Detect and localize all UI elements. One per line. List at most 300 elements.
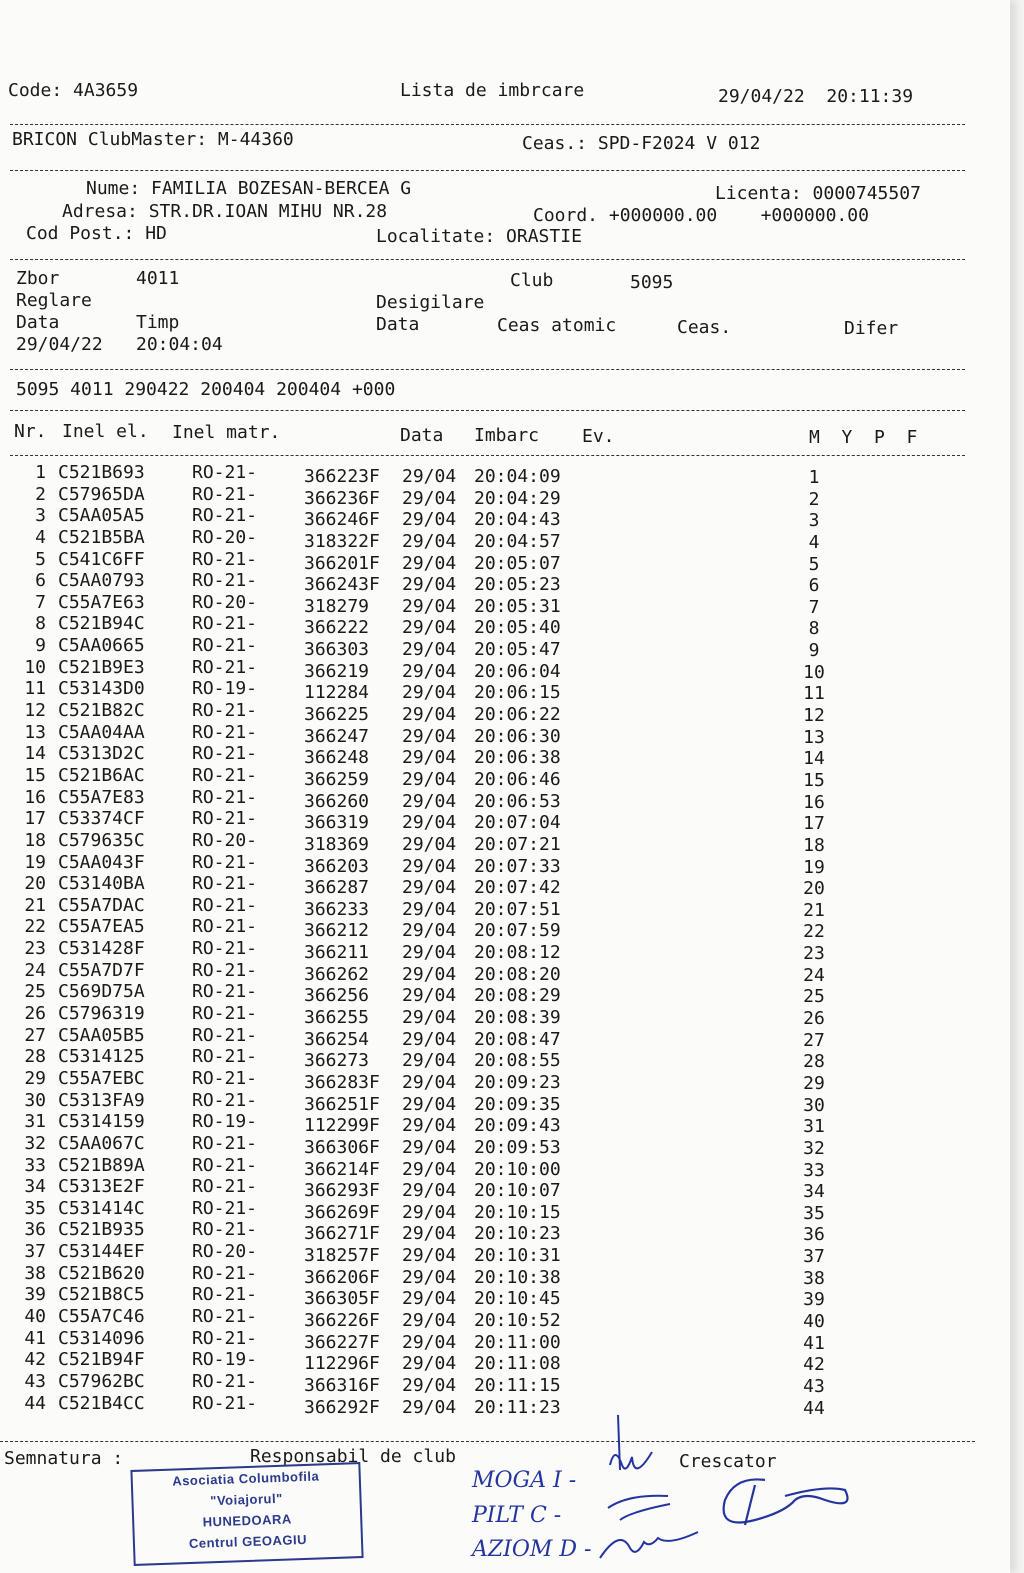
ring-region: RO-21- (192, 1327, 258, 1349)
ring-region: RO-21- (192, 981, 258, 1003)
col-header-data: Data (400, 425, 444, 446)
ring-number: 366305F (304, 1288, 380, 1310)
handwritten-name: MOGA I - (472, 1468, 577, 1493)
arrival-time: 20:06:38 (474, 747, 561, 769)
col-header-mypf: M Y P F (809, 427, 918, 448)
row-number: 14 (24, 743, 46, 765)
ring-number: 366206F (304, 1266, 380, 1288)
row-number: 21 (24, 894, 46, 916)
postal-code: Cod Post.: HD (26, 223, 167, 244)
ring-number: 366223F (304, 466, 380, 487)
ring-region: RO-20- (192, 829, 258, 851)
arrival-time: 20:09:35 (474, 1093, 561, 1115)
ring-number: 318257F (304, 1245, 380, 1267)
arrival-time: 20:10:45 (474, 1288, 561, 1310)
electronic-ring: C5AA067C (58, 1132, 145, 1154)
ring-region: RO-21- (192, 959, 258, 981)
electronic-ring: C5AA04AA (58, 721, 145, 743)
m-column: 42 (803, 1354, 825, 1376)
arrival-time: 20:07:42 (474, 877, 561, 899)
clubmaster-label: BRICON ClubMaster: M-44360 (12, 129, 294, 150)
arrival-date: 29/04 (402, 942, 457, 964)
divider (10, 369, 965, 370)
ring-region: RO-21- (192, 1284, 258, 1306)
row-number: 9 (35, 635, 46, 657)
ring-region: RO-21- (192, 1067, 258, 1089)
setting-date-label: Data (16, 312, 60, 333)
ring-number: 366236F (304, 487, 380, 509)
row-number: 30 (24, 1089, 46, 1111)
setting-time-label: Timp (136, 312, 180, 333)
m-column: 34 (803, 1181, 825, 1203)
ring-region: RO-21- (192, 635, 258, 657)
owner-address: Adresa: STR.DR.IOAN MIHU NR.28 (62, 201, 388, 222)
handwritten-signatures (580, 1410, 880, 1570)
m-column: 38 (803, 1267, 825, 1289)
ring-number: 366287 (304, 877, 370, 899)
arrival-time: 20:05:31 (474, 595, 561, 617)
arrival-date: 29/04 (402, 552, 457, 574)
electronic-ring: C521B620 (58, 1262, 145, 1284)
stamp-line: HUNEDOARA (202, 1511, 292, 1530)
electronic-ring: C53143D0 (58, 678, 145, 700)
row-number: 31 (24, 1111, 46, 1133)
divider (10, 410, 965, 411)
ring-region: RO-21- (192, 916, 258, 938)
row-number: 4 (35, 526, 46, 548)
difference-label: Difer (844, 318, 899, 339)
arrival-time: 20:10:07 (474, 1180, 561, 1202)
arrival-time: 20:09:53 (474, 1136, 561, 1158)
row-number: 16 (24, 786, 46, 808)
arrival-date: 29/04 (402, 509, 457, 531)
arrival-date: 29/04 (402, 487, 457, 509)
arrival-time: 20:07:21 (474, 833, 561, 855)
arrival-date: 29/04 (402, 855, 457, 877)
unsealing-label: Desigilare (376, 292, 485, 313)
row-number: 5 (35, 548, 46, 570)
coordinates: Coord. +000000.00 +000000.00 (533, 205, 869, 226)
m-column: 44 (803, 1397, 825, 1419)
arrival-date: 29/04 (402, 1396, 457, 1418)
ring-number: 366271F (304, 1223, 380, 1245)
license-number: Licenta: 0000745507 (715, 183, 921, 204)
arrival-date: 29/04 (402, 963, 457, 985)
electronic-ring: C569D75A (58, 981, 145, 1003)
arrival-time: 20:11:23 (474, 1396, 561, 1418)
m-column: 35 (803, 1202, 825, 1224)
arrival-time: 20:05:23 (474, 574, 561, 596)
m-column: 28 (803, 1051, 825, 1073)
row-number: 32 (24, 1132, 46, 1154)
arrival-time: 20:10:31 (474, 1245, 561, 1267)
ring-region: RO-21- (192, 1370, 258, 1392)
arrival-time: 20:08:20 (474, 963, 561, 985)
clock-label: Ceas.: SPD-F2024 V 012 (522, 133, 761, 154)
row-number: 35 (24, 1197, 46, 1219)
m-column: 30 (803, 1094, 825, 1116)
arrival-date: 29/04 (402, 574, 457, 596)
m-column: 2 (808, 488, 820, 510)
ring-number: 366283F (304, 1071, 380, 1093)
m-column: 26 (803, 1008, 825, 1030)
ring-region: RO-21- (192, 851, 258, 873)
m-column: 1 (808, 467, 820, 488)
row-number: 43 (24, 1370, 46, 1392)
row-number: 36 (24, 1219, 46, 1241)
divider (10, 124, 965, 125)
arrival-time: 20:06:46 (474, 768, 561, 790)
arrival-date: 29/04 (402, 1353, 457, 1375)
divider (10, 455, 965, 456)
arrival-date: 29/04 (402, 1245, 457, 1267)
ring-region: RO-21- (192, 721, 258, 743)
ring-number: 318369 (304, 833, 370, 855)
arrival-date: 29/04 (402, 1007, 457, 1029)
arrival-date: 29/04 (402, 898, 457, 920)
atomic-clock-label: Ceas atomic (497, 315, 617, 336)
ring-number: 366227F (304, 1331, 380, 1353)
arrival-date: 29/04 (402, 725, 457, 747)
ring-region: RO-21- (192, 1046, 258, 1068)
arrival-time: 20:06:53 (474, 790, 561, 812)
row-number: 17 (24, 808, 46, 830)
club-stamp (130, 1462, 363, 1566)
electronic-ring: C521B935 (58, 1219, 145, 1241)
ring-number: 318322F (304, 530, 380, 552)
document-title: Lista de imbrcare (400, 80, 585, 101)
ring-region: RO-21- (192, 894, 258, 916)
ring-number: 366222 (304, 617, 370, 639)
arrival-date: 29/04 (402, 1180, 457, 1202)
print-datetime: 29/04/22 20:11:39 (718, 86, 914, 107)
ring-region: RO-21- (192, 1219, 258, 1241)
arrival-date: 29/04 (402, 466, 457, 487)
col-header-inel-el: Inel el. (62, 421, 149, 442)
m-column: 32 (803, 1137, 825, 1159)
ring-number: 366256 (304, 985, 370, 1007)
arrival-time: 20:06:04 (474, 660, 561, 682)
m-column: 14 (803, 748, 825, 770)
arrival-date: 29/04 (402, 768, 457, 790)
ring-region: RO-21- (192, 1305, 258, 1327)
electronic-ring: C5AA05A5 (58, 505, 145, 527)
ring-number: 366306F (304, 1136, 380, 1158)
m-column: 12 (803, 705, 825, 727)
arrival-time: 20:08:47 (474, 1028, 561, 1050)
electronic-ring: C55A7D7F (58, 959, 145, 981)
m-column: 9 (808, 640, 820, 662)
row-number: 33 (24, 1154, 46, 1176)
m-column: 4 (808, 531, 820, 553)
arrival-time: 20:07:59 (474, 920, 561, 942)
arrival-date: 29/04 (402, 1158, 457, 1180)
ring-number: 366233 (304, 898, 370, 920)
club-number: 5095 (630, 272, 674, 293)
arrival-date: 29/04 (402, 1050, 457, 1072)
m-column: 10 (803, 661, 825, 683)
ring-region: RO-21- (192, 1003, 258, 1025)
row-number: 19 (24, 851, 46, 873)
ring-number: 112296F (304, 1353, 380, 1375)
ring-number: 366225 (304, 704, 370, 726)
arrival-date: 29/04 (402, 1201, 457, 1223)
arrival-time: 20:07:33 (474, 855, 561, 877)
electronic-ring: C521B6AC (58, 764, 145, 786)
arrival-date: 29/04 (402, 790, 457, 812)
arrival-date: 29/04 (402, 985, 457, 1007)
arrival-time: 20:04:29 (474, 487, 561, 509)
electronic-ring: C53140BA (58, 873, 145, 895)
arrival-date: 29/04 (402, 812, 457, 834)
code-label: Code: 4A3659 (8, 80, 139, 101)
divider (10, 259, 965, 260)
ring-region: RO-21- (192, 1262, 258, 1284)
electronic-ring: C5314096 (58, 1327, 145, 1349)
row-number: 25 (24, 981, 46, 1003)
arrival-date: 29/04 (402, 1266, 457, 1288)
electronic-ring: C55A7EA5 (58, 916, 145, 938)
m-column: 8 (808, 618, 820, 640)
arrival-date: 29/04 (402, 833, 457, 855)
ring-number: 366247 (304, 725, 370, 747)
electronic-ring: C57962BC (58, 1370, 145, 1392)
electronic-ring: C55A7DAC (58, 894, 145, 916)
m-column: 20 (803, 878, 825, 900)
arrival-date: 29/04 (402, 530, 457, 552)
ring-number: 366260 (304, 790, 370, 812)
ring-number: 112284 (304, 682, 370, 704)
electronic-ring: C5AA0665 (58, 635, 145, 657)
arrival-date: 29/04 (402, 920, 457, 942)
m-column: 37 (803, 1246, 825, 1268)
ring-region: RO-21- (192, 613, 258, 635)
arrival-time: 20:08:12 (474, 942, 561, 964)
flight-code-line: 5095 4011 290422 200404 200404 +000 (16, 379, 396, 400)
electronic-ring: C531414C (58, 1197, 145, 1219)
arrival-date: 29/04 (402, 1309, 457, 1331)
handwritten-name: PILT C - (472, 1503, 562, 1528)
row-number: 27 (24, 1024, 46, 1046)
row-number: 28 (24, 1046, 46, 1068)
arrival-time: 20:05:47 (474, 639, 561, 661)
row-number: 41 (24, 1327, 46, 1349)
row-number: 39 (24, 1284, 46, 1306)
row-number: 13 (24, 721, 46, 743)
ring-region: RO-19- (192, 1349, 258, 1371)
ring-number: 112299F (304, 1115, 380, 1137)
arrival-date: 29/04 (402, 1028, 457, 1050)
m-column: 29 (803, 1072, 825, 1094)
arrival-time: 20:08:29 (474, 985, 561, 1007)
ring-region: RO-21- (192, 570, 258, 592)
ring-number: 366293F (304, 1180, 380, 1202)
m-column: 31 (803, 1116, 825, 1138)
ring-region: RO-21- (192, 1392, 258, 1414)
ring-number: 366246F (304, 509, 380, 531)
ring-number: 366248 (304, 747, 370, 769)
ring-region: RO-21- (192, 505, 258, 527)
arrival-date: 29/04 (402, 877, 457, 899)
m-column: 40 (803, 1310, 825, 1332)
electronic-ring: C5313FA9 (58, 1089, 145, 1111)
ring-number: 366226F (304, 1309, 380, 1331)
breeder-label: Crescator (679, 1451, 777, 1472)
row-number: 12 (24, 700, 46, 722)
ring-number: 366292F (304, 1396, 380, 1418)
ring-region: RO-21- (192, 1154, 258, 1176)
signature-label: Semnatura : (4, 1448, 124, 1469)
ring-region: RO-21- (192, 938, 258, 960)
electronic-ring: C521B4CC (58, 1392, 145, 1414)
m-column: 27 (803, 1029, 825, 1051)
arrival-time: 20:06:30 (474, 725, 561, 747)
ring-number: 366269F (304, 1201, 380, 1223)
arrival-date: 29/04 (402, 1136, 457, 1158)
electronic-ring: C521B693 (58, 462, 145, 483)
row-number: 10 (24, 656, 46, 678)
electronic-ring: C55A7C46 (58, 1305, 145, 1327)
ring-region: RO-21- (192, 1197, 258, 1219)
row-number: 18 (24, 829, 46, 851)
ring-region: RO-21- (192, 808, 258, 830)
row-number: 23 (24, 938, 46, 960)
ring-number: 366212 (304, 920, 370, 942)
row-number: 24 (24, 959, 46, 981)
row-number: 3 (35, 505, 46, 527)
club-responsible-label: Responsabil de club (250, 1446, 456, 1467)
electronic-ring: C5AA043F (58, 851, 145, 873)
m-column: 7 (808, 596, 820, 618)
ring-number: 318279 (304, 595, 370, 617)
stamp-line: "Voiajorul" (210, 1490, 283, 1509)
electronic-ring: C521B94F (58, 1349, 145, 1371)
arrival-date: 29/04 (402, 1331, 457, 1353)
arrival-time: 20:04:57 (474, 530, 561, 552)
arrival-date: 29/04 (402, 617, 457, 639)
electronic-ring: C521B89A (58, 1154, 145, 1176)
ring-number: 366262 (304, 963, 370, 985)
electronic-ring: C55A7EBC (58, 1067, 145, 1089)
flight-number: 4011 (136, 268, 180, 289)
electronic-ring: C521B94C (58, 613, 145, 635)
ring-region: RO-21- (192, 700, 258, 722)
arrival-time: 20:06:15 (474, 682, 561, 704)
ring-region: RO-21- (192, 743, 258, 765)
arrival-time: 20:10:52 (474, 1309, 561, 1331)
electronic-ring: C5313D2C (58, 743, 145, 765)
m-column: 5 (808, 553, 820, 575)
ring-region: RO-19- (192, 1111, 258, 1133)
ring-region: RO-20- (192, 591, 258, 613)
arrival-date: 29/04 (402, 639, 457, 661)
setting-time: 20:04:04 (136, 334, 223, 355)
electronic-ring: C53144EF (58, 1241, 145, 1263)
ring-region: RO-20- (192, 526, 258, 548)
m-column: 18 (803, 834, 825, 856)
ring-region: RO-21- (192, 656, 258, 678)
row-number: 6 (35, 570, 46, 592)
arrival-time: 20:08:39 (474, 1007, 561, 1029)
arrival-time: 20:05:07 (474, 552, 561, 574)
ring-region: RO-21- (192, 483, 258, 505)
arrival-time: 20:10:23 (474, 1223, 561, 1245)
electronic-ring: C5796319 (58, 1003, 145, 1025)
arrival-time: 20:04:09 (474, 466, 561, 487)
arrival-date: 29/04 (402, 747, 457, 769)
row-number: 15 (24, 764, 46, 786)
locality: Localitate: ORASTIE (376, 226, 582, 247)
ring-region: RO-21- (192, 873, 258, 895)
arrival-date: 29/04 (402, 1223, 457, 1245)
electronic-ring: C5313E2F (58, 1176, 145, 1198)
ring-number: 366303 (304, 639, 370, 661)
row-number: 38 (24, 1262, 46, 1284)
electronic-ring: C55A7E83 (58, 786, 145, 808)
row-number: 44 (24, 1392, 46, 1414)
flight-label: Zbor (16, 268, 60, 289)
ring-region: RO-21- (192, 1089, 258, 1111)
divider (10, 170, 965, 171)
electronic-ring: C57965DA (58, 483, 145, 505)
row-number: 26 (24, 1003, 46, 1025)
arrival-date: 29/04 (402, 1115, 457, 1137)
ring-number: 366219 (304, 660, 370, 682)
m-column: 11 (803, 683, 825, 705)
arrival-date: 29/04 (402, 704, 457, 726)
col-header-inel-matr: Inel matr. (172, 422, 281, 443)
ring-region: RO-21- (192, 462, 258, 483)
ring-region: RO-21- (192, 764, 258, 786)
clock-column-label: Ceas. (677, 317, 732, 338)
row-number: 2 (35, 483, 46, 505)
arrival-date: 29/04 (402, 660, 457, 682)
arrival-time: 20:11:00 (474, 1331, 561, 1353)
row-number: 11 (24, 678, 46, 700)
ring-number: 366214F (304, 1158, 380, 1180)
stamp-line: Asociatia Columbofila (172, 1468, 320, 1489)
electronic-ring: C55A7E63 (58, 591, 145, 613)
ring-number: 366254 (304, 1028, 370, 1050)
arrival-date: 29/04 (402, 682, 457, 704)
col-header-imbarc: Imbarc (474, 425, 540, 446)
ring-number: 366201F (304, 552, 380, 574)
m-column: 22 (803, 921, 825, 943)
owner-name: Nume: FAMILIA BOZESAN-BERCEA G (86, 178, 412, 199)
arrival-time: 20:10:15 (474, 1201, 561, 1223)
arrival-time: 20:06:22 (474, 704, 561, 726)
unsealing-date-label: Data (376, 314, 420, 335)
row-number: 40 (24, 1305, 46, 1327)
electronic-ring: C5AA0793 (58, 570, 145, 592)
arrival-date: 29/04 (402, 1288, 457, 1310)
col-header-nr: Nr. (14, 421, 47, 442)
ring-number: 366319 (304, 812, 370, 834)
electronic-ring: C521B5BA (58, 526, 145, 548)
row-number: 22 (24, 916, 46, 938)
arrival-time: 20:05:40 (474, 617, 561, 639)
electronic-ring: C521B9E3 (58, 656, 145, 678)
row-number: 8 (35, 613, 46, 635)
arrival-time: 20:11:08 (474, 1353, 561, 1375)
electronic-ring: C53374CF (58, 808, 145, 830)
ring-region: RO-21- (192, 786, 258, 808)
m-column: 17 (803, 813, 825, 835)
electronic-ring: C5314159 (58, 1111, 145, 1133)
ring-number: 366255 (304, 1007, 370, 1029)
ring-number: 366273 (304, 1050, 370, 1072)
row-number: 34 (24, 1176, 46, 1198)
